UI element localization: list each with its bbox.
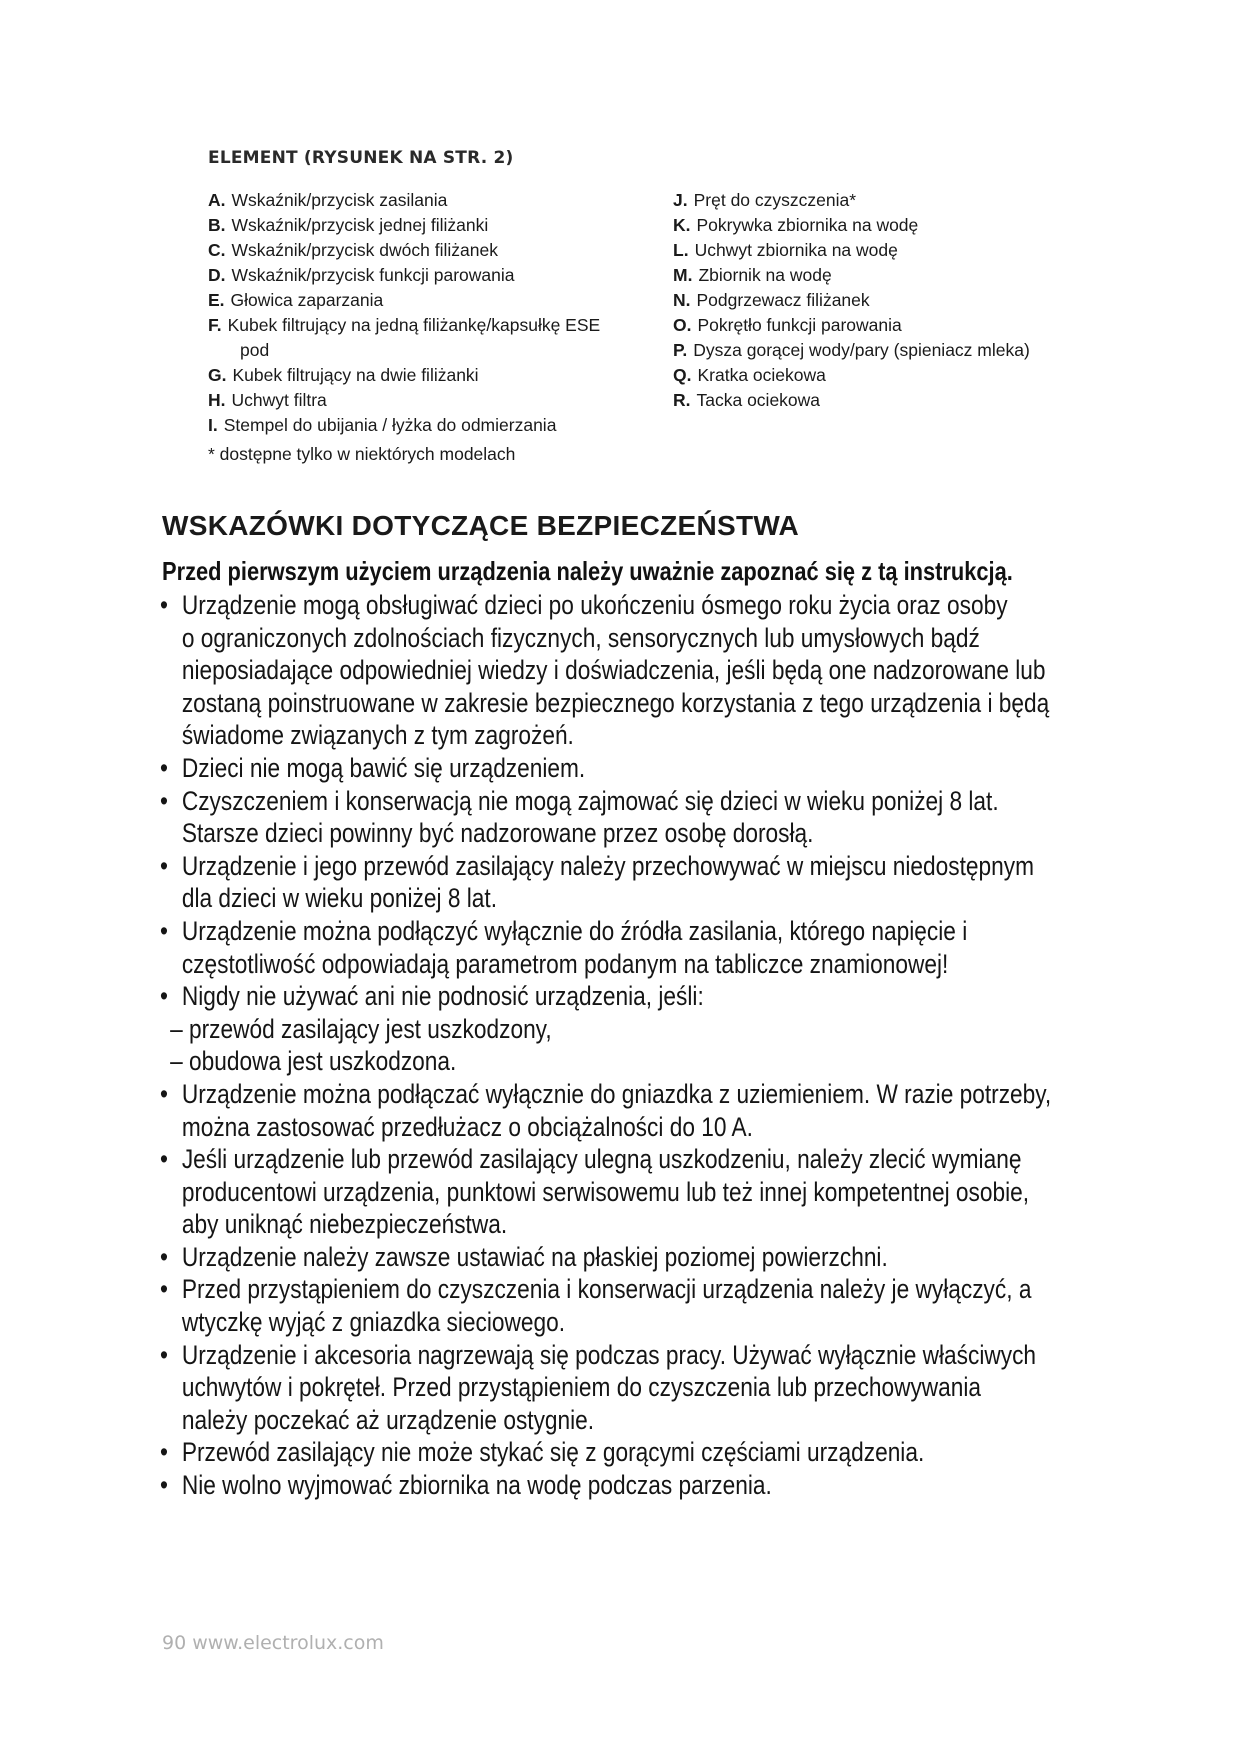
safety-line-text: Urządzenie można podłączyć wyłącznie do źródła zasilania, którego napięcie i bbox=[181, 915, 968, 946]
component-text: Kratka ociekowa bbox=[697, 365, 826, 385]
bullet-icon: • bbox=[160, 752, 168, 783]
safety-line-text: dla dzieci w wieku poniżej 8 lat. bbox=[181, 883, 498, 914]
component-letter: F. bbox=[208, 315, 222, 335]
safety-line-text: o ograniczonych zdolnościach fizycznych, sensorycznych lub umysłowych bądź bbox=[181, 622, 980, 653]
safety-instructions-list bbox=[160, 589, 1051, 1502]
safety-line-text: Urządzenie i akcesoria nagrzewają się podczas pracy. Używać wyłącznie właściwych bbox=[181, 1339, 1037, 1370]
component-item bbox=[208, 188, 668, 213]
component-text: Wskaźnik/przycisk dwóch filiżanek bbox=[231, 240, 498, 260]
bullet-icon: • bbox=[160, 850, 168, 881]
safety-line-text: Urządzenie mogą obsługiwać dzieci po ukończeniu ósmego roku życia oraz osoby bbox=[181, 590, 1008, 620]
safety-bullet-item bbox=[160, 589, 1051, 622]
component-text: Uchwyt zbiornika na wodę bbox=[694, 240, 898, 260]
component-text: Pokrętło funkcji parowania bbox=[697, 315, 902, 335]
bullet-icon: • bbox=[160, 785, 168, 816]
bullet-icon: • bbox=[160, 1078, 168, 1109]
safety-bullet-item bbox=[160, 1339, 1051, 1372]
component-text: Głowica zaparzania bbox=[230, 290, 384, 310]
safety-bullet-item bbox=[160, 915, 1051, 948]
component-letter: C. bbox=[208, 240, 226, 260]
safety-line-text: Nie wolno wyjmować zbiornika na wodę podczas parzenia. bbox=[181, 1470, 772, 1501]
component-letter: I. bbox=[208, 415, 218, 435]
safety-continuation-line bbox=[160, 1371, 1051, 1404]
safety-bullet-item bbox=[160, 850, 1051, 883]
safety-continuation-line bbox=[160, 622, 1051, 655]
safety-line-text: nieposiadające odpowiedniej wiedzy i doświadczenia, jeśli będą one nadzorowane lub bbox=[181, 655, 1046, 686]
component-text-continuation: pod bbox=[240, 340, 270, 360]
safety-bullet-item bbox=[160, 1273, 1051, 1306]
safety-continuation-line bbox=[160, 654, 1051, 687]
component-letter: E. bbox=[208, 290, 225, 310]
component-letter: B. bbox=[208, 215, 226, 235]
components-footnote: * dostępne tylko w niektórych modelach bbox=[208, 444, 516, 464]
safety-line-text: producentowi urządzenia, punktowi serwisowemu lub też innej kompetentnej osobie, bbox=[181, 1176, 1030, 1207]
component-text: Tacka ociekowa bbox=[696, 390, 821, 410]
safety-line-text: zostaną poinstruowane w zakresie bezpiecznego korzystania z tego urządzenia i będą bbox=[181, 687, 1050, 718]
safety-line-text: obudowa jest uszkodzona. bbox=[189, 1046, 457, 1077]
component-letter: M. bbox=[673, 265, 693, 285]
component-text: Kubek filtrujący na dwie filiżanki bbox=[232, 365, 479, 385]
bullet-icon: • bbox=[160, 1437, 168, 1468]
component-item bbox=[208, 238, 668, 263]
safety-intro: Przed pierwszym użyciem urządzenia należy uważnie zapoznać się z tą instrukcją. bbox=[162, 556, 1013, 586]
component-text: Pokrywka zbiornika na wodę bbox=[696, 215, 919, 235]
safety-line-text: uchwytów i pokręteł. Przed przystąpieniem do czyszczenia lub przechowywania bbox=[181, 1372, 982, 1403]
component-letter: J. bbox=[673, 190, 688, 210]
safety-bullet-item bbox=[160, 1241, 1051, 1274]
component-text: Uchwyt filtra bbox=[231, 390, 327, 410]
bullet-icon: • bbox=[160, 981, 168, 1012]
component-item bbox=[673, 388, 1093, 413]
component-text: Wskaźnik/przycisk jednej filiżanki bbox=[231, 215, 489, 235]
safety-bullet-item bbox=[160, 752, 1051, 785]
safety-line-text: aby uniknąć niebezpieczeństwa. bbox=[181, 1209, 508, 1240]
bullet-icon: • bbox=[160, 1470, 168, 1501]
safety-line-text: wtyczkę wyjąć z gniazdka sieciowego. bbox=[181, 1307, 566, 1338]
component-letter: L. bbox=[673, 240, 689, 260]
component-item bbox=[208, 363, 668, 388]
safety-line-text: można zastosować przedłużacz o obciążalności do 10 A. bbox=[181, 1111, 753, 1142]
safety-line-text: Urządzenie należy zawsze ustawiać na płaskiej poziomej powierzchni. bbox=[181, 1241, 888, 1272]
component-item bbox=[673, 188, 1093, 213]
component-letter: D. bbox=[208, 265, 226, 285]
safety-continuation-line bbox=[160, 1111, 1051, 1144]
component-letter: O. bbox=[673, 315, 692, 335]
safety-dash-item bbox=[160, 1013, 1051, 1046]
safety-bullet-item bbox=[160, 980, 1051, 1013]
component-text: Pręt do czyszczenia* bbox=[693, 190, 857, 210]
component-item bbox=[208, 413, 668, 438]
component-letter: H. bbox=[208, 390, 226, 410]
dash-icon: – bbox=[170, 1013, 183, 1044]
safety-line-text: Urządzenie i jego przewód zasilający należy przechowywać w miejscu niedostępnym bbox=[181, 850, 1034, 881]
safety-continuation-line bbox=[160, 1208, 1051, 1241]
components-list-left bbox=[208, 188, 668, 438]
bullet-icon: • bbox=[160, 1144, 168, 1175]
safety-bullet-item bbox=[160, 1143, 1051, 1176]
components-list-right bbox=[673, 188, 1093, 413]
component-item bbox=[673, 363, 1093, 388]
safety-continuation-line bbox=[160, 719, 1051, 752]
component-text: Stempel do ubijania / łyżka do odmierzania bbox=[223, 415, 557, 435]
components-heading: ELEMENT (RYSUNEK NA STR. 2) bbox=[208, 148, 514, 168]
safety-continuation-line bbox=[160, 948, 1051, 981]
safety-bullet-item bbox=[160, 785, 1051, 818]
bullet-icon: • bbox=[160, 915, 168, 946]
safety-title: WSKAZÓWKI DOTYCZĄCE BEZPIECZEŃSTWA bbox=[162, 510, 800, 541]
safety-line-text: Dzieci nie mogą bawić się urządzeniem. bbox=[181, 752, 586, 783]
safety-line-text: Urządzenie można podłączać wyłącznie do gniazdka z uziemieniem. W razie potrzeby, bbox=[181, 1078, 1052, 1109]
safety-line-text: Przed przystąpieniem do czyszczenia i konserwacji urządzenia należy je wyłączyć, a bbox=[181, 1274, 1032, 1305]
safety-line-text: Jeśli urządzenie lub przewód zasilający ulegną uszkodzeniu, należy zlecić wymianę bbox=[181, 1144, 1022, 1175]
component-text: Zbiornik na wodę bbox=[698, 265, 832, 285]
safety-line-text: Nigdy nie używać ani nie podnosić urządzenia, jeśli: bbox=[181, 981, 704, 1012]
component-item bbox=[673, 213, 1093, 238]
safety-line-text: Przewód zasilający nie może stykać się z gorącymi częściami urządzenia. bbox=[181, 1437, 925, 1468]
safety-line-text: należy poczekać aż urządzenie ostygnie. bbox=[181, 1404, 595, 1435]
component-item bbox=[673, 288, 1093, 313]
bullet-icon: • bbox=[160, 1241, 168, 1272]
component-item bbox=[208, 213, 668, 238]
safety-bullet-item bbox=[160, 1469, 1051, 1502]
component-letter: A. bbox=[208, 190, 226, 210]
safety-bullet-item bbox=[160, 1078, 1051, 1111]
dash-icon: – bbox=[170, 1046, 183, 1077]
safety-continuation-line bbox=[160, 687, 1051, 720]
component-text: Podgrzewacz filiżanek bbox=[696, 290, 870, 310]
component-item bbox=[673, 263, 1093, 288]
safety-line-text: Starsze dzieci powinny być nadzorowane przez osobę dorosłą. bbox=[181, 818, 814, 849]
component-item bbox=[673, 238, 1093, 263]
safety-dash-item bbox=[160, 1045, 1051, 1078]
safety-line-text: świadome związanych z tym zagrożeń. bbox=[181, 720, 574, 751]
component-text: Wskaźnik/przycisk zasilania bbox=[231, 190, 448, 210]
bullet-icon: • bbox=[160, 590, 168, 620]
component-letter: G. bbox=[208, 365, 227, 385]
component-text: Kubek filtrujący na jedną filiżankę/kapsułkę ESE bbox=[227, 315, 601, 335]
safety-continuation-line bbox=[160, 1404, 1051, 1437]
component-letter: K. bbox=[673, 215, 691, 235]
component-item bbox=[208, 313, 668, 338]
safety-bullet-item bbox=[160, 1436, 1051, 1469]
component-letter: Q. bbox=[673, 365, 692, 385]
component-item bbox=[208, 263, 668, 288]
component-item bbox=[208, 288, 668, 313]
component-text: Wskaźnik/przycisk funkcji parowania bbox=[231, 265, 515, 285]
safety-continuation-line bbox=[160, 817, 1051, 850]
component-letter: R. bbox=[673, 390, 691, 410]
safety-line-text: częstotliwość odpowiadają parametrom podanym na tabliczce znamionowej! bbox=[181, 948, 949, 979]
safety-continuation-line bbox=[160, 882, 1051, 915]
safety-continuation-line bbox=[160, 1306, 1051, 1339]
component-letter: P. bbox=[673, 340, 688, 360]
bullet-icon: • bbox=[160, 1274, 168, 1305]
page-footer: 90 www.electrolux.com bbox=[162, 1632, 384, 1654]
safety-line-text: Czyszczeniem i konserwacją nie mogą zajmować się dzieci w wieku poniżej 8 lat. bbox=[181, 785, 999, 816]
component-letter: N. bbox=[673, 290, 691, 310]
component-item bbox=[208, 388, 668, 413]
component-item bbox=[673, 338, 1093, 363]
component-text: Dysza gorącej wody/pary (spieniacz mleka) bbox=[693, 340, 1030, 360]
safety-line-text: przewód zasilający jest uszkodzony, bbox=[189, 1013, 552, 1044]
bullet-icon: • bbox=[160, 1339, 168, 1370]
safety-continuation-line bbox=[160, 1176, 1051, 1209]
component-item bbox=[673, 313, 1093, 338]
